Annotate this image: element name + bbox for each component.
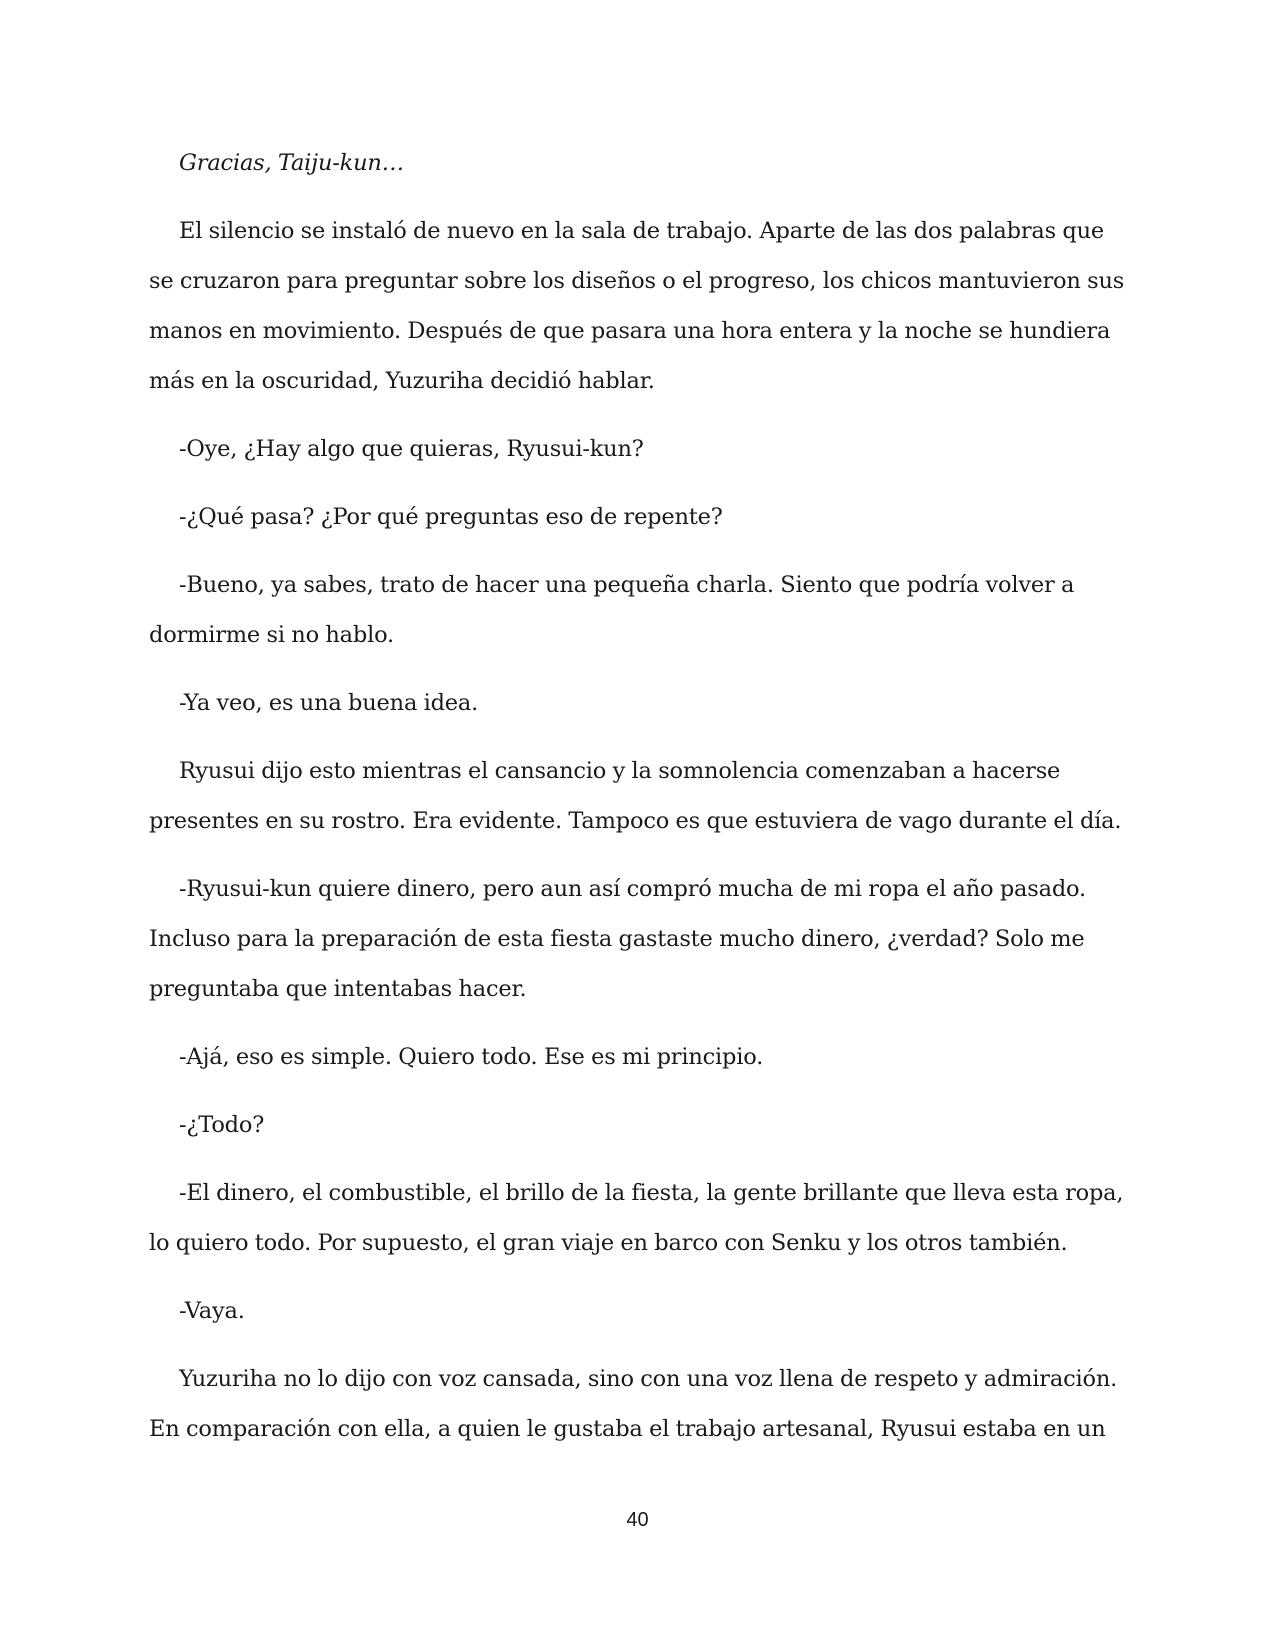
paragraph-2: El silencio se instaló de nuevo en la sala de trabajo. Aparte de las dos palabras que se cruzaron para preguntar sobre los diseños o el progreso, los chicos mantuvieron sus manos en movimiento. Después de que pasara una hora entera y la noche se hundiera más en la oscuridad, Yuzuriha decidió hablar. — [149, 218, 1125, 394]
paragraph-12: -Vaya. — [179, 1298, 245, 1324]
paragraph-8: -Ryusui-kun quiere dinero, pero aun así compró mucha de mi ropa el año pasado. Incluso para la preparación de esta fiesta gastaste mucho dinero, ¿verdad? Solo me preguntaba que intentabas hacer. — [149, 876, 1086, 1002]
page-number: 40 — [626, 1509, 649, 1531]
paragraph-7: Ryusui dijo esto mientras el cansancio y la somnolencia comenzaban a hacerse presentes en su rostro. Era evidente. Tampoco es que estuviera de vago durante el día. — [149, 758, 1122, 834]
paragraph-4: -¿Qué pasa? ¿Por qué preguntas eso de repente? — [179, 504, 723, 530]
paragraph-1: Gracias, Taiju-kun… — [179, 150, 404, 176]
document-page — [149, 138, 1129, 1472]
paragraph-10: -¿Todo? — [179, 1112, 265, 1138]
paragraph-11: -El dinero, el combustible, el brillo de la fiesta, la gente brillante que lleva esta ropa, lo quiero todo. Por supuesto, el gran viaje en barco con Senku y los otros también. — [149, 1180, 1124, 1256]
paragraph-5: -Bueno, ya sabes, trato de hacer una pequeña charla. Siento que podría volver a dormirme si no hablo. — [149, 572, 1075, 648]
paragraph-9: -Ajá, eso es simple. Quiero todo. Ese es mi principio. — [179, 1044, 764, 1070]
paragraph-3: -Oye, ¿Hay algo que quieras, Ryusui-kun? — [179, 436, 644, 462]
paragraph-6: -Ya veo, es una buena idea. — [179, 690, 479, 716]
paragraph-13: Yuzuriha no lo dijo con voz cansada, sino con una voz llena de respeto y admiración. En comparación con ella, a quien le gustaba el trabajo artesanal, Ryusui estaba en un — [149, 1366, 1118, 1442]
